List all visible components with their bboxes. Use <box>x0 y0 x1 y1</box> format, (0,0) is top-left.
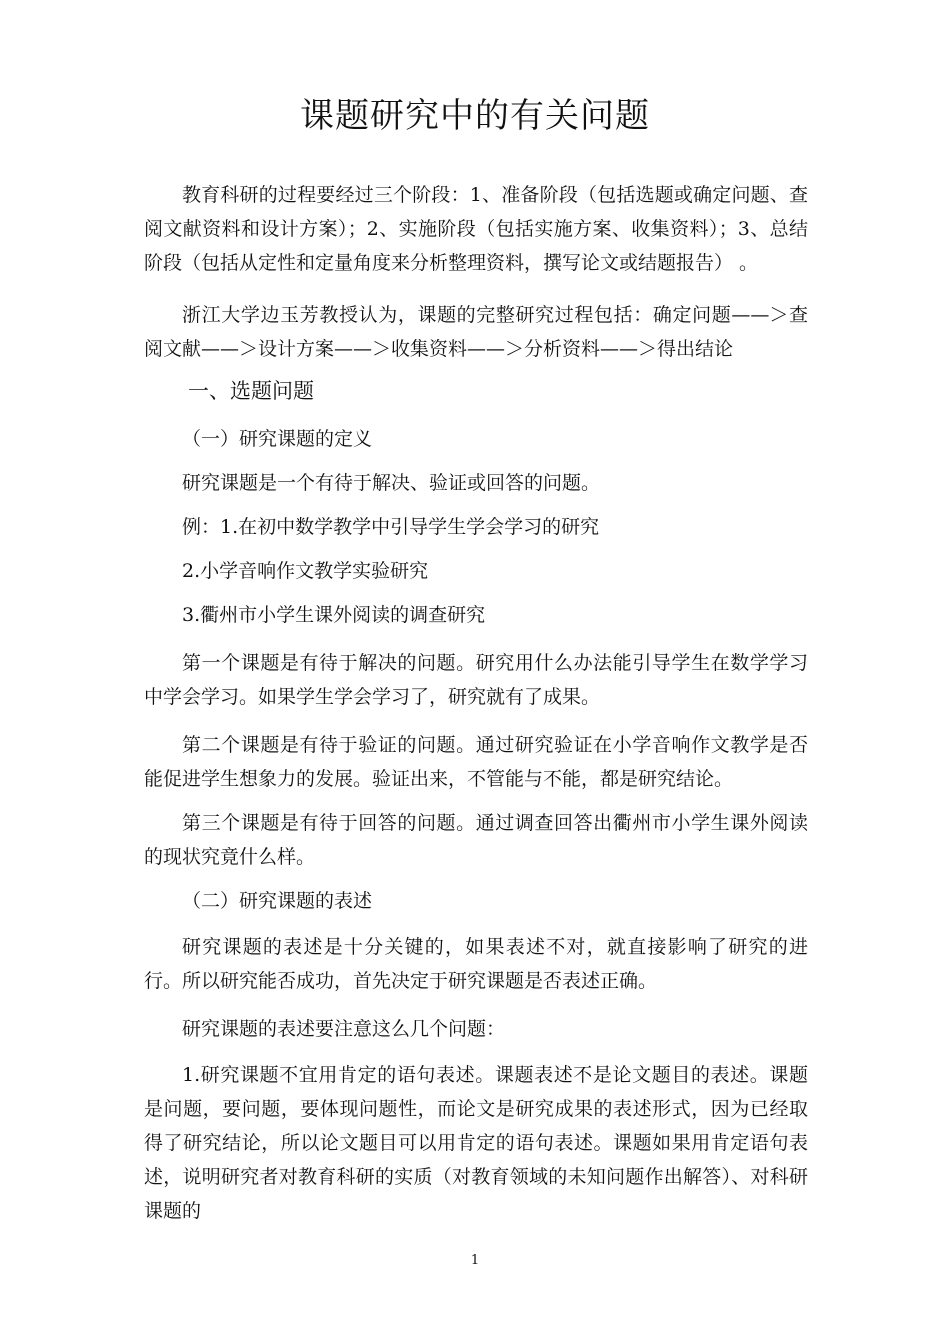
page-number: 1 <box>470 1253 480 1268</box>
paragraph-expression: 研究课题的表述是十分关键的，如果表述不对，就直接影响了研究的进行。所以研究能否成功，首先决定于研究课题是否表述正确。 <box>144 936 808 992</box>
paragraph-definition: 研究课题是一个有待于解决、验证或回答的问题。 <box>182 472 601 494</box>
subsection-heading-definition: （一）研究课题的定义 <box>182 428 373 450</box>
paragraph-second-topic: 第二个课题是有待于验证的问题。通过研究验证在小学音响作文教学是否能促进学生想象力的发展。验证出来，不管能与不能，都是研究结论。 <box>144 734 808 790</box>
paragraph-first-topic: 第一个课题是有待于解决的问题。研究用什么办法能引导学生在数学学习中学会学习。如果学生学会学习了，研究就有了成果。 <box>144 652 808 708</box>
document-title: 课题研究中的有关问题 <box>300 96 650 136</box>
example-line-3: 3.衢州市小学生课外阅读的调查研究 <box>182 604 486 626</box>
paragraph-notes-intro: 研究课题的表述要注意这么几个问题： <box>182 1018 506 1040</box>
paragraph-note-1: 1.研究课题不宜用肯定的语句表述。课题表述不是论文题目的表述。课题是问题，要问题，要体现问题性，而论文是研究成果的表述形式，因为已经取得了研究结论，所以论文题目可以用肯定的语句表述。课题如果用肯定语句表述，说明研究者对教育科研的实质（对教育领域的未知问题作出解答）、对科研课题的 <box>144 1064 808 1222</box>
example-line-2: 2.小学音响作文教学实验研究 <box>182 560 429 582</box>
paragraph-third-topic: 第三个课题是有待于回答的问题。通过调查回答出衢州市小学生课外阅读的现状究竟什么样。 <box>144 812 808 868</box>
example-line-1: 例：1.在初中数学教学中引导学生学会学习的研究 <box>182 516 600 538</box>
paragraph-process: 浙江大学边玉芳教授认为，课题的完整研究过程包括：确定问题——＞查阅文献——＞设计方案——＞收集资料——＞分析资料——＞得出结论 <box>144 304 808 360</box>
section-heading: 一、选题问题 <box>188 379 314 403</box>
paragraph-stages: 教育科研的过程要经过三个阶段：1、准备阶段（包括选题或确定问题、查阅文献资料和设计方案）；2、实施阶段（包括实施方案、收集资料）；3、总结阶段（包括从定性和定量角度来分析整理资料，撰写论文或结题报告） 。 <box>144 184 808 274</box>
subsection-heading-expression: （二）研究课题的表述 <box>182 890 373 912</box>
